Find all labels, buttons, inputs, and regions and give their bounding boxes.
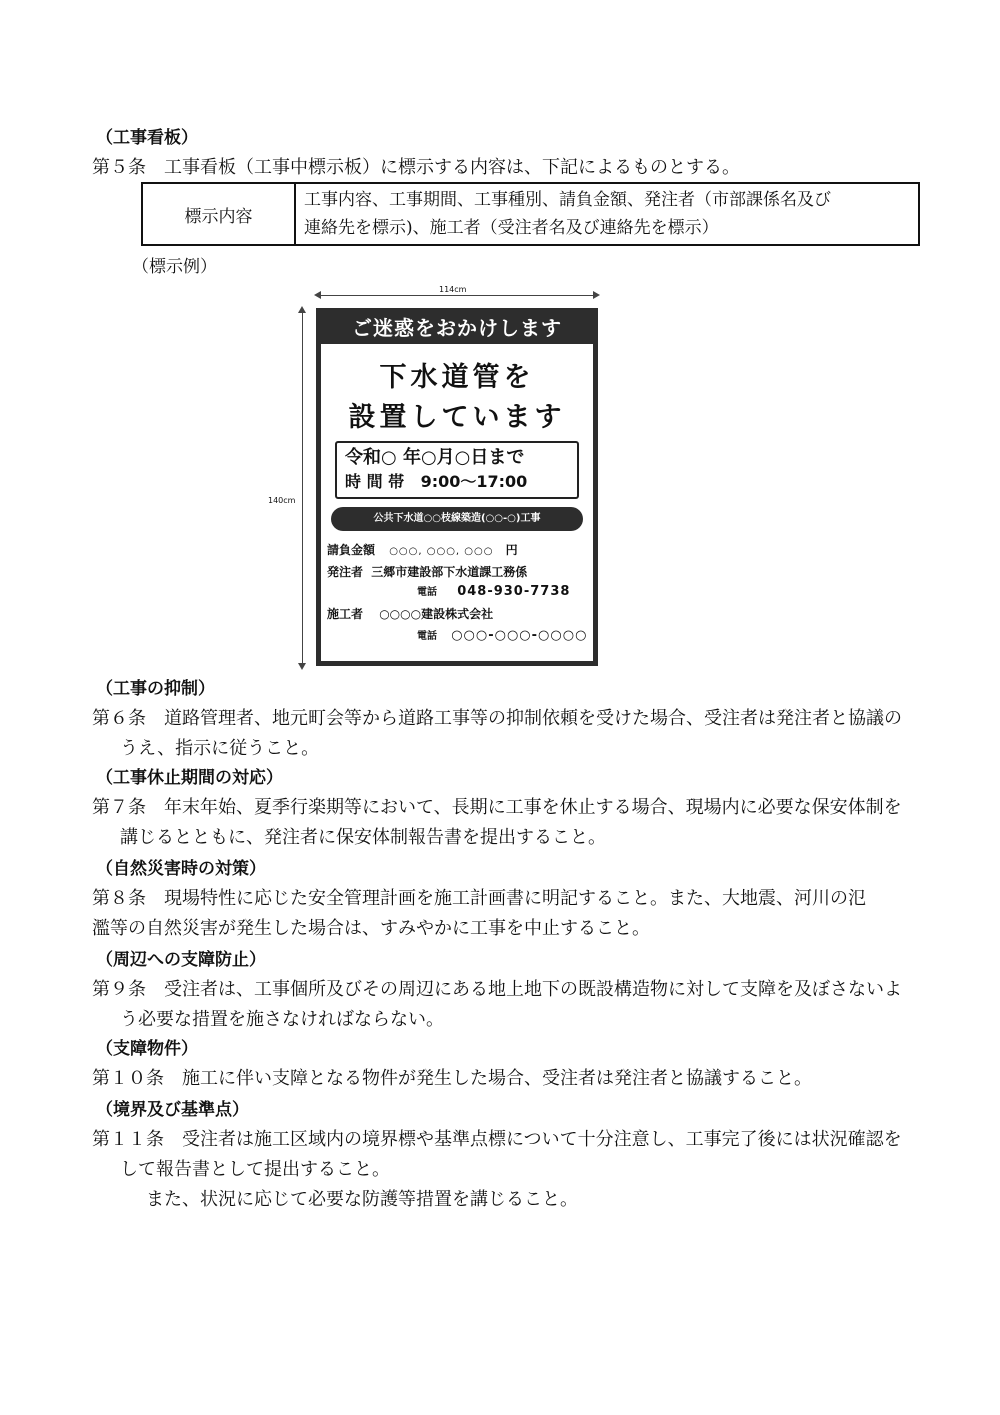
sign-time-label: 時 間 帯 [345,472,405,491]
sign-contractor-label: 施工者 [327,607,364,621]
sign-amount-label: 請負金額 [327,543,376,557]
table-value-line2: 連絡先を標示)、施工者（受注者名及び連絡先を標示） [304,218,719,238]
sign-orderer-tel-label: 電話 [417,587,437,598]
article-5-text: 第５条 工事看板（工事中標示板）に標示する内容は、下記によるものとする。 [92,157,740,178]
sign-period-box [335,441,579,499]
sign-time-row [345,470,569,494]
section-11-heading: （境界及び基準点） [96,1100,249,1120]
sign-orderer-tel: 048-930-7738 [457,584,571,599]
section-6-heading: （工事の抑制） [96,679,215,699]
sign-orderer-tel-row [417,583,570,599]
construction-sign-board [316,308,598,666]
article-11-text2: また、状況に応じて必要な防護等措置を講じること。 [146,1189,578,1210]
article-11-text: 第１１条 受注者は施工区域内の境界標や基準点標について十分注意し、工事完了後には状況確認をして報告書として提出すること。 [92,1129,902,1180]
width-dimension [316,285,598,300]
sign-amount-row [327,541,518,558]
width-dimension-label: 114cm [436,285,469,294]
sign-project-name: 公共下水道○○枝線築造(○○-○)工事 [331,507,583,531]
height-dimension [268,308,308,668]
sign-contractor-tel: ○○○-○○○-○○○○ [451,628,588,643]
sign-time-value: 9:00～17:00 [420,472,528,491]
display-content-table [141,182,920,246]
sign-orderer-label: 発注者 [327,565,364,579]
article-10-text: 第１０条 施工に伴い支障となる物件が発生した場合、受注者は発注者と協議すること。 [92,1068,812,1089]
sign-orderer-row [327,563,527,580]
example-label: （標示例） [132,257,217,277]
sign-contractor-value: ○○○○建設株式会社 [379,607,494,621]
sign-main-line2: 設置しています [348,402,566,433]
sign-amount-value: ○○○, ○○○, ○○○ [389,546,494,557]
section-7-heading: （工事休止期間の対応） [96,768,283,788]
section-5-heading: （工事看板） [96,128,198,148]
table-value-cell [295,183,919,245]
sign-contractor-tel-label: 電話 [417,631,437,642]
article-9-text: 第９条 受注者は、工事個所及びその周辺にある地上地下の既設構造物に対して支障を及ぼさないよう必要な措置を施さなければならない。 [92,979,902,1030]
section-9-heading: （周辺への支障防止） [96,950,266,970]
article-6-text: 第６条 道路管理者、地元町会等から道路工事等の抑制依頼を受けた場合、受注者は発注者と協議のうえ、指示に従うこと。 [92,708,902,759]
height-dimension-label: 140cm [268,496,296,505]
article-7-text: 第７条 年末年始、夏季行楽期等において、長期に工事を休止する場合、現場内に必要な保安体制を講じるとともに、発注者に保安体制報告書を提出すること。 [92,797,902,848]
table-key-cell: 標示内容 [142,183,295,245]
article-8-line2: 濫等の自然災害が発生した場合は、すみやかに工事を中止すること。 [92,918,650,939]
sign-date: 令和○ 年○月○日まで [345,447,525,468]
sign-orderer-value: 三郷市建設部下水道課工務係 [371,565,528,579]
sign-main-line1: 下水道管を [379,362,535,393]
sign-example-figure [268,284,608,672]
section-8-heading: （自然災害時の対策） [96,859,266,879]
sign-banner: ご迷惑をおかけします [321,313,593,344]
sign-amount-unit: 円 [505,543,518,557]
article-8-line1: 第８条 現場特性に応じた安全管理計画を施工計画書に明記すること。また、大地震、河川の氾 [92,888,866,909]
section-10-heading: （支障物件） [96,1039,198,1059]
sign-contractor-row [327,605,493,622]
table-value-line1: 工事内容、工事期間、工事種別、請負金額、発注者（市部課係名及び [304,190,831,210]
sign-contractor-tel-row [417,627,587,643]
